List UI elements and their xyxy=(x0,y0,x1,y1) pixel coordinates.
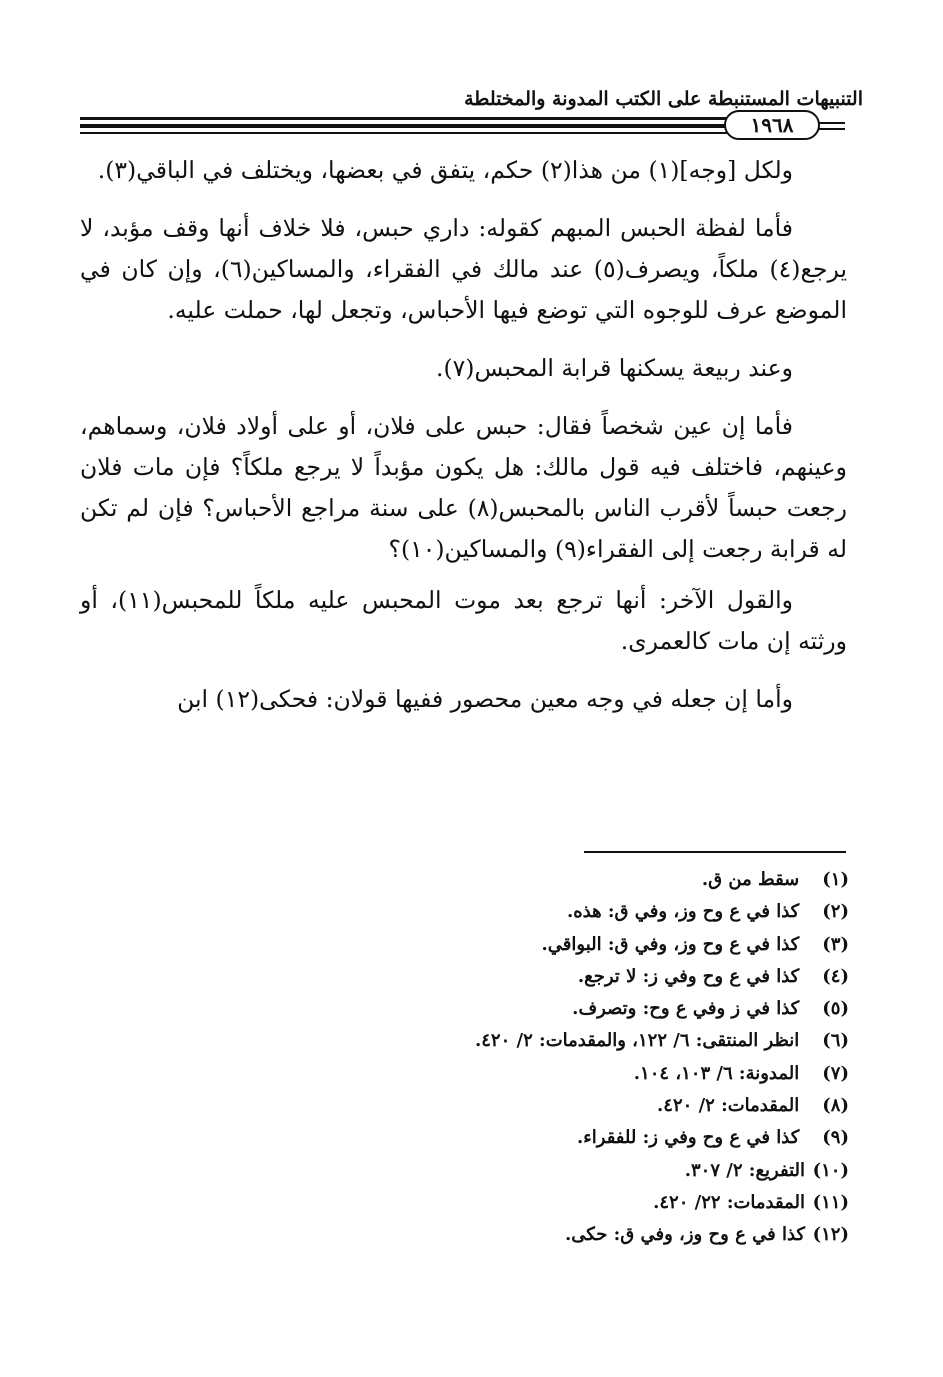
footnote xyxy=(89,961,849,993)
footnote-number: (٢) xyxy=(822,901,849,923)
footnote-number: (١١) xyxy=(812,1191,849,1213)
page-number: ١٩٦٨ xyxy=(724,110,820,140)
footnote-number: (١٠) xyxy=(812,1159,849,1181)
footnote-number: (١٢) xyxy=(812,1224,849,1246)
footnote xyxy=(89,929,849,961)
footnote-text: كذا في ع وح وفي ز: لا ترجع. xyxy=(577,965,800,987)
footnote xyxy=(89,864,849,896)
paragraph: وأما إن جعله في وجه معين محصور ففيها قولان: فحكى(١٢) ابن xyxy=(177,685,793,713)
footnotes xyxy=(89,864,849,1252)
running-header-title: التنبيهات المستنبطة على الكتب المدونة والمختلطة xyxy=(464,88,863,110)
footnote xyxy=(89,1155,849,1187)
footnote-separator xyxy=(584,851,846,853)
paragraph: فأما لفظة الحبس المبهم كقوله: داري حبس، فلا خلاف أنها وقف مؤبد، لا يرجع(٤) ملكاً، ويصرف(٥) عند مالك في الفقراء، والمساكين(٦)، وإن كان في الموضع عرف للوجوه التي توضع فيها الأحباس، وتجعل لها، حملت عليه. xyxy=(80,214,847,324)
footnote-number: (٦) xyxy=(822,1030,849,1052)
footnote-number: (٣) xyxy=(822,933,849,955)
footnote-text: سقط من ق. xyxy=(701,869,800,890)
footnote xyxy=(89,1025,849,1057)
footnote-text: كذا في ع وح وز، وفي ق: حكى. xyxy=(565,1224,805,1246)
footnote-text: المدونة: ٦/ ١٠٣، ١٠٤. xyxy=(633,1062,800,1084)
footnote xyxy=(89,1058,849,1090)
footnote xyxy=(89,1090,849,1122)
footnote-text: كذا في ع وح وز، وفي ق: هذه. xyxy=(566,901,800,923)
footnote xyxy=(89,993,849,1025)
paragraph: فأما إن عين شخصاً فقال: حبس على فلان، أو على أولاد فلان، وسماهم، وعينهم، فاختلف فيه قول مالك: هل يكون مؤبداً لا يرجع ملكاً؟ فإن مات فلان رجعت حبساً لأقرب الناس بالمحبس(٨) على سنة مراجع الأحباس؟ فإن لم تكن له قرابة رجعت إلى الفقراء(٩) والمساكين(١٠)؟ xyxy=(80,412,847,563)
footnote-text: كذا في ع وح وفي ز: للفقراء. xyxy=(577,1127,800,1149)
footnote-number: (٥) xyxy=(822,998,849,1020)
header-rule xyxy=(80,117,728,120)
footnote-number: (١) xyxy=(822,869,849,890)
footnote-number: (٨) xyxy=(822,1095,849,1117)
header-rule xyxy=(80,124,728,128)
footnote-text: التفريع: ٢/ ٣٠٧. xyxy=(684,1159,805,1181)
footnote-number: (٤) xyxy=(822,965,849,987)
footnote xyxy=(89,896,849,928)
footnote xyxy=(89,1122,849,1154)
footnote-text: كذا في ع وح وز، وفي ق: البواقي. xyxy=(541,933,800,955)
paragraph: والقول الآخر: أنها ترجع بعد موت المحبس عليه ملكاً للمحبس(١١)، أو ورثته إن مات كالعمرى. xyxy=(80,586,847,655)
header-rule xyxy=(80,132,728,134)
footnote-text: انظر المنتقى: ٦/ ١٢٢، والمقدمات: ٢/ ٤٢٠. xyxy=(474,1030,800,1052)
main-text xyxy=(80,150,847,737)
paragraph: وعند ربيعة يسكنها قرابة المحبس(٧). xyxy=(436,354,793,382)
footnote xyxy=(89,1187,849,1219)
footnote-text: المقدمات: ٢/ ٤٢٠. xyxy=(657,1095,800,1117)
footnote-text: كذا في ز وفي ع وح: وتصرف. xyxy=(572,998,800,1020)
footnote xyxy=(89,1219,849,1251)
paragraph: ولكل [وجه](١) من هذا(٢) حكم، يتفق في بعضها، ويختلف في الباقي(٣). xyxy=(97,156,793,184)
footnote-number: (٧) xyxy=(822,1062,849,1084)
footnote-number: (٩) xyxy=(822,1127,849,1149)
footnote-text: المقدمات: ٢٢/ ٤٢٠. xyxy=(653,1191,805,1213)
